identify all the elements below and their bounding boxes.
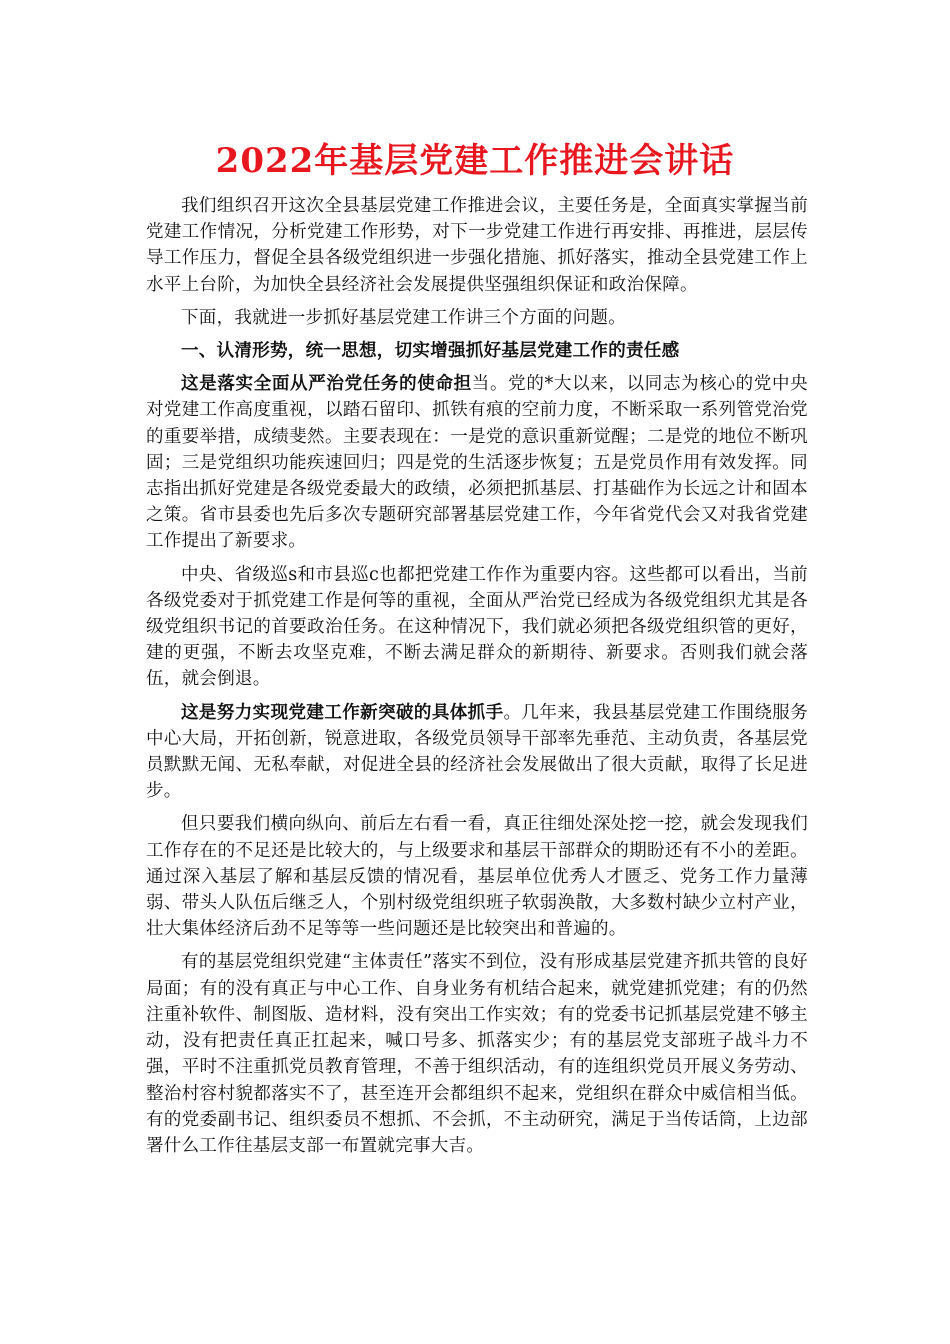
paragraph-text: 。几年来，我县基层党建工作围绕服务中心大局，开拓创新，锐意进取，各级党员领导干部率先垂范、主动负责，各基层党员默默无闻、无私奉献，对促进全县的经济社会发展做出了很大贡献，取得了长足进步。: [146, 702, 808, 802]
paragraph-lead: 这是努力实现党建工作新突破的具体抓手: [181, 702, 504, 723]
section-heading-1: 一、认清形势，统一思想，切实增强抓好基层党建工作的责任感: [181, 341, 680, 362]
paragraph-problems: 有的基层党组织党建“主体责任”落实不到位，没有形成基层党建齐抓共管的良好局面；有的没有真正与中心工作、自身业务有机结合起来，就党建抓党建；有的仍然注重补软件、制图版、造材料，没有突出工作实效；有的党委书记抓基层党建不够主动，没有把责任真正扛起来，喊口号多、抓落实少；有的基层党支部班子战斗力不强，平时不注重抓党员教育管理，不善于组织活动，有的连组织党员开展义务劳动、整治村容村貌都落实不了，甚至连开会都组织不起来，党组织在群众中威信相当低。有的党委副书记、组织委员不想抓、不会抓，不主动研究，满足于当传话筒，上边部署什么工作往基层支部一布置就完事大吉。: [146, 952, 808, 1156]
paragraph-outline: 下面，我就进一步抓好基层党建工作讲三个方面的问题。: [181, 307, 626, 328]
paragraph-inspection: 中央、省级巡s和市县巡c也都把党建工作作为重要内容。这些都可以看出，当前各级党委对于抓党建工作是何等的重视，全面从严治党已经成为各级党组织尤其是各级党组织书记的首要政治任务。在这种情况下，我们就必须把各级党组织管的更好，建的更强，不断去攻坚克难，不断去满足群众的新期待、新要求。否则我们就会落伍，就会倒退。: [146, 564, 808, 690]
paragraph-text: 当。党的*大以来，以同志为核心的党中央对党建工作高度重视，以踏石留印、抓铁有痕的空前力度，不断采取一系列管党治党的重要举措，成绩斐然。主要表现在：一是党的意识重新觉醒；二是党的地位不断巩固；三是党组织功能疾速回归；四是党的生活逐步恢复；五是党员作用有效发挥。同志指出抓好党建是各级党委最大的政绩，必须把抓基层、打基础作为长远之计和固本之策。省市县委也先后多次专题研究部署基层党建工作，今年省党代会又对我省党建工作提出了新要求。: [146, 374, 808, 552]
paragraph-breakthrough: [146, 700, 808, 805]
document-title: 2022年基层党建工作推进会讲话: [215, 141, 735, 181]
paragraph-lead: 这是落实全面从严治党任务的使命担: [181, 374, 472, 395]
paragraph-intro: 我们组织召开这次全县基层党建工作推进会议，主要任务是，全面真实掌握当前党建工作情况，分析党建工作形势，对下一步党建工作进行再安排、再推进，层层传导工作压力，督促全县各级党组织进一步强化措施、抓好落实，推动全县党建工作上水平上台阶，为加快全县经济社会发展提供坚强组织保证和政治保障。: [146, 196, 808, 295]
document-body: [146, 193, 808, 1166]
paragraph-shortcomings: 但只要我们横向纵向、前后左右看一看，真正往细处深处挖一挖，就会发现我们工作存在的不足还是比较大的，与上级要求和基层干部群众的期盼还有不小的差距。通过深入基层了解和基层反馈的情况看，基层单位优秀人才匮乏、党务工作力量薄弱、带头人队伍后继乏人，个别村级党组织班子软弱涣散，大多数村缺少立村产业，壮大集体经济后劲不足等等一些问题还是比较突出和普遍的。: [146, 814, 808, 940]
paragraph-mission: [146, 371, 808, 554]
